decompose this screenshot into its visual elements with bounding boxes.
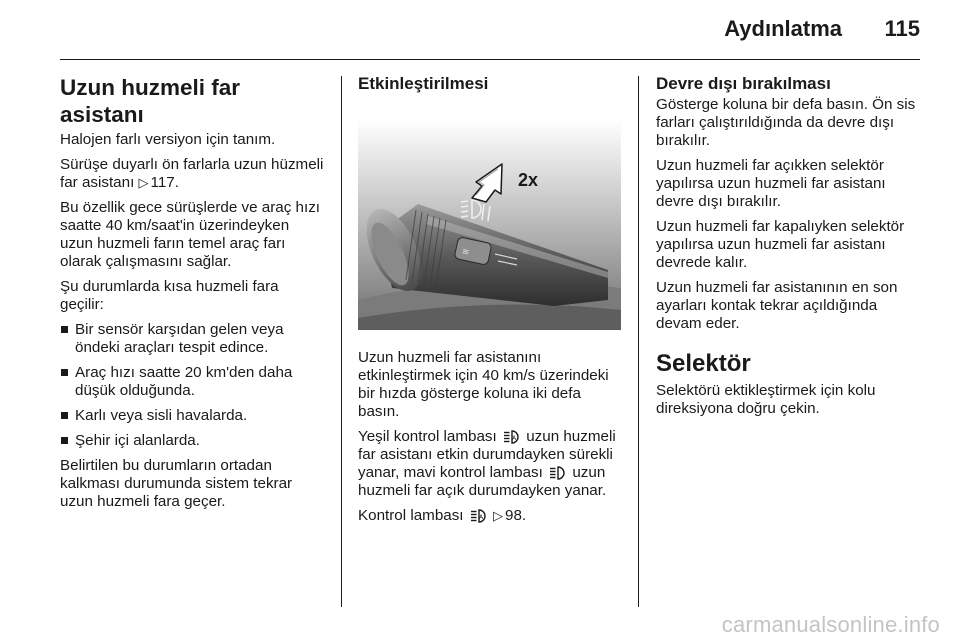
list-item: Karlı veya sisli havalarda. — [60, 407, 325, 425]
section-title-headlight-flash: Selektör — [656, 350, 751, 377]
list-item: Bir sensör karşıdan gelen veya öndeki araçları tespit edince. — [60, 321, 325, 357]
watermark: carmanualsonline.info — [721, 612, 940, 637]
bullet-list — [60, 321, 325, 450]
section-title-high-beam-assist: Uzun huzmeli far asistanı — [60, 75, 241, 127]
subsection-title-deactivation: Devre dışı bırakılması — [656, 74, 831, 93]
page-reference[interactable]: 117. — [150, 174, 179, 191]
auto-high-beam-indicator-icon — [470, 509, 487, 523]
paragraph: Belirtilen bu durumların ortadan kalkması durumunda sistem tekrar uzun huzmeli fara geçer. — [60, 457, 293, 510]
paragraph: Bu özellik gece sürüşlerde ve araç hızı saatte 40 km/saat'in üzerindeyken uzun huzmeli farın temel araç farı olarak çalışmasını sağlar. — [60, 199, 321, 270]
column-divider-1 — [341, 76, 342, 607]
header-title: Aydınlatma — [724, 16, 842, 41]
bullet-square-icon — [61, 412, 68, 419]
column-3 — [656, 74, 926, 425]
svg-text:A: A — [478, 514, 483, 521]
paragraph: Gösterge koluna bir defa basın. Ön sis farları çalıştırıldığında da devre dışı bırakılır. — [656, 96, 916, 149]
auto-high-beam-indicator-icon — [503, 430, 520, 444]
paragraph: Halojen farlı versiyon için tanım. — [60, 131, 276, 148]
subsection-title-activation: Etkinleştirilmesi — [358, 74, 489, 93]
column-2 — [358, 74, 626, 532]
paragraph: Uzun huzmeli far asistanını etkinleştirmek için 40 km/s üzerindeki bir hızda gösterge koluna iki defa basın. — [358, 349, 609, 420]
svg-text:≡: ≡ — [460, 246, 471, 259]
paragraph-with-ref: Kontrol lambası A ▷ 98. — [358, 507, 527, 524]
svg-text:A: A — [511, 435, 517, 442]
page-number: 115 — [884, 16, 920, 41]
high-beam-indicator-icon — [549, 466, 566, 480]
indicator-stalk-figure — [358, 120, 621, 330]
paragraph-with-ref — [60, 156, 325, 192]
bullet-square-icon — [61, 437, 68, 444]
figure-label-2x: 2x — [518, 170, 539, 190]
paragraph: Selektörü ektikleştirmek için kolu direksiyona doğru çekin. — [656, 382, 876, 417]
header-rule — [60, 59, 920, 60]
column-1 — [60, 74, 325, 518]
page-reference[interactable]: 98. — [505, 507, 527, 524]
paragraph-with-icons: Yeşil kontrol lambası A uzun huzmeli far asistanı etkin durumdayken sürekli yanar, mavi kontrol lambası uzun huzmeli far açık durumdayken yanar. — [358, 428, 616, 499]
column-divider-2 — [638, 76, 639, 607]
paragraph: Uzun huzmeli far asistanının en son ayarları kontak tekrar açıldığında devam eder. — [656, 279, 898, 332]
paragraph: Uzun huzmeli far kapalıyken selektör yapılırsa uzun huzmeli far asistanı devrede kalır. — [656, 218, 905, 271]
bullet-square-icon — [61, 326, 68, 333]
page-reference-icon: ▷ — [493, 508, 503, 523]
paragraph-text: Sürüşe duyarlı ön farlarla uzun hüzmeli far asistanı — [60, 156, 324, 191]
paragraph: Uzun huzmeli far açıkken selektör yapılırsa uzun huzmeli far asistanı devre dışı bırakılır. — [656, 157, 886, 210]
bullet-square-icon — [61, 369, 68, 376]
list-item: Şehir içi alanlarda. — [60, 432, 325, 450]
page-reference-icon: ▷ — [138, 175, 149, 190]
paragraph: Şu durumlarda kısa huzmeli fara geçilir: — [60, 278, 279, 313]
list-item: Araç hızı saatte 20 km'den daha düşük olduğunda. — [60, 364, 325, 400]
